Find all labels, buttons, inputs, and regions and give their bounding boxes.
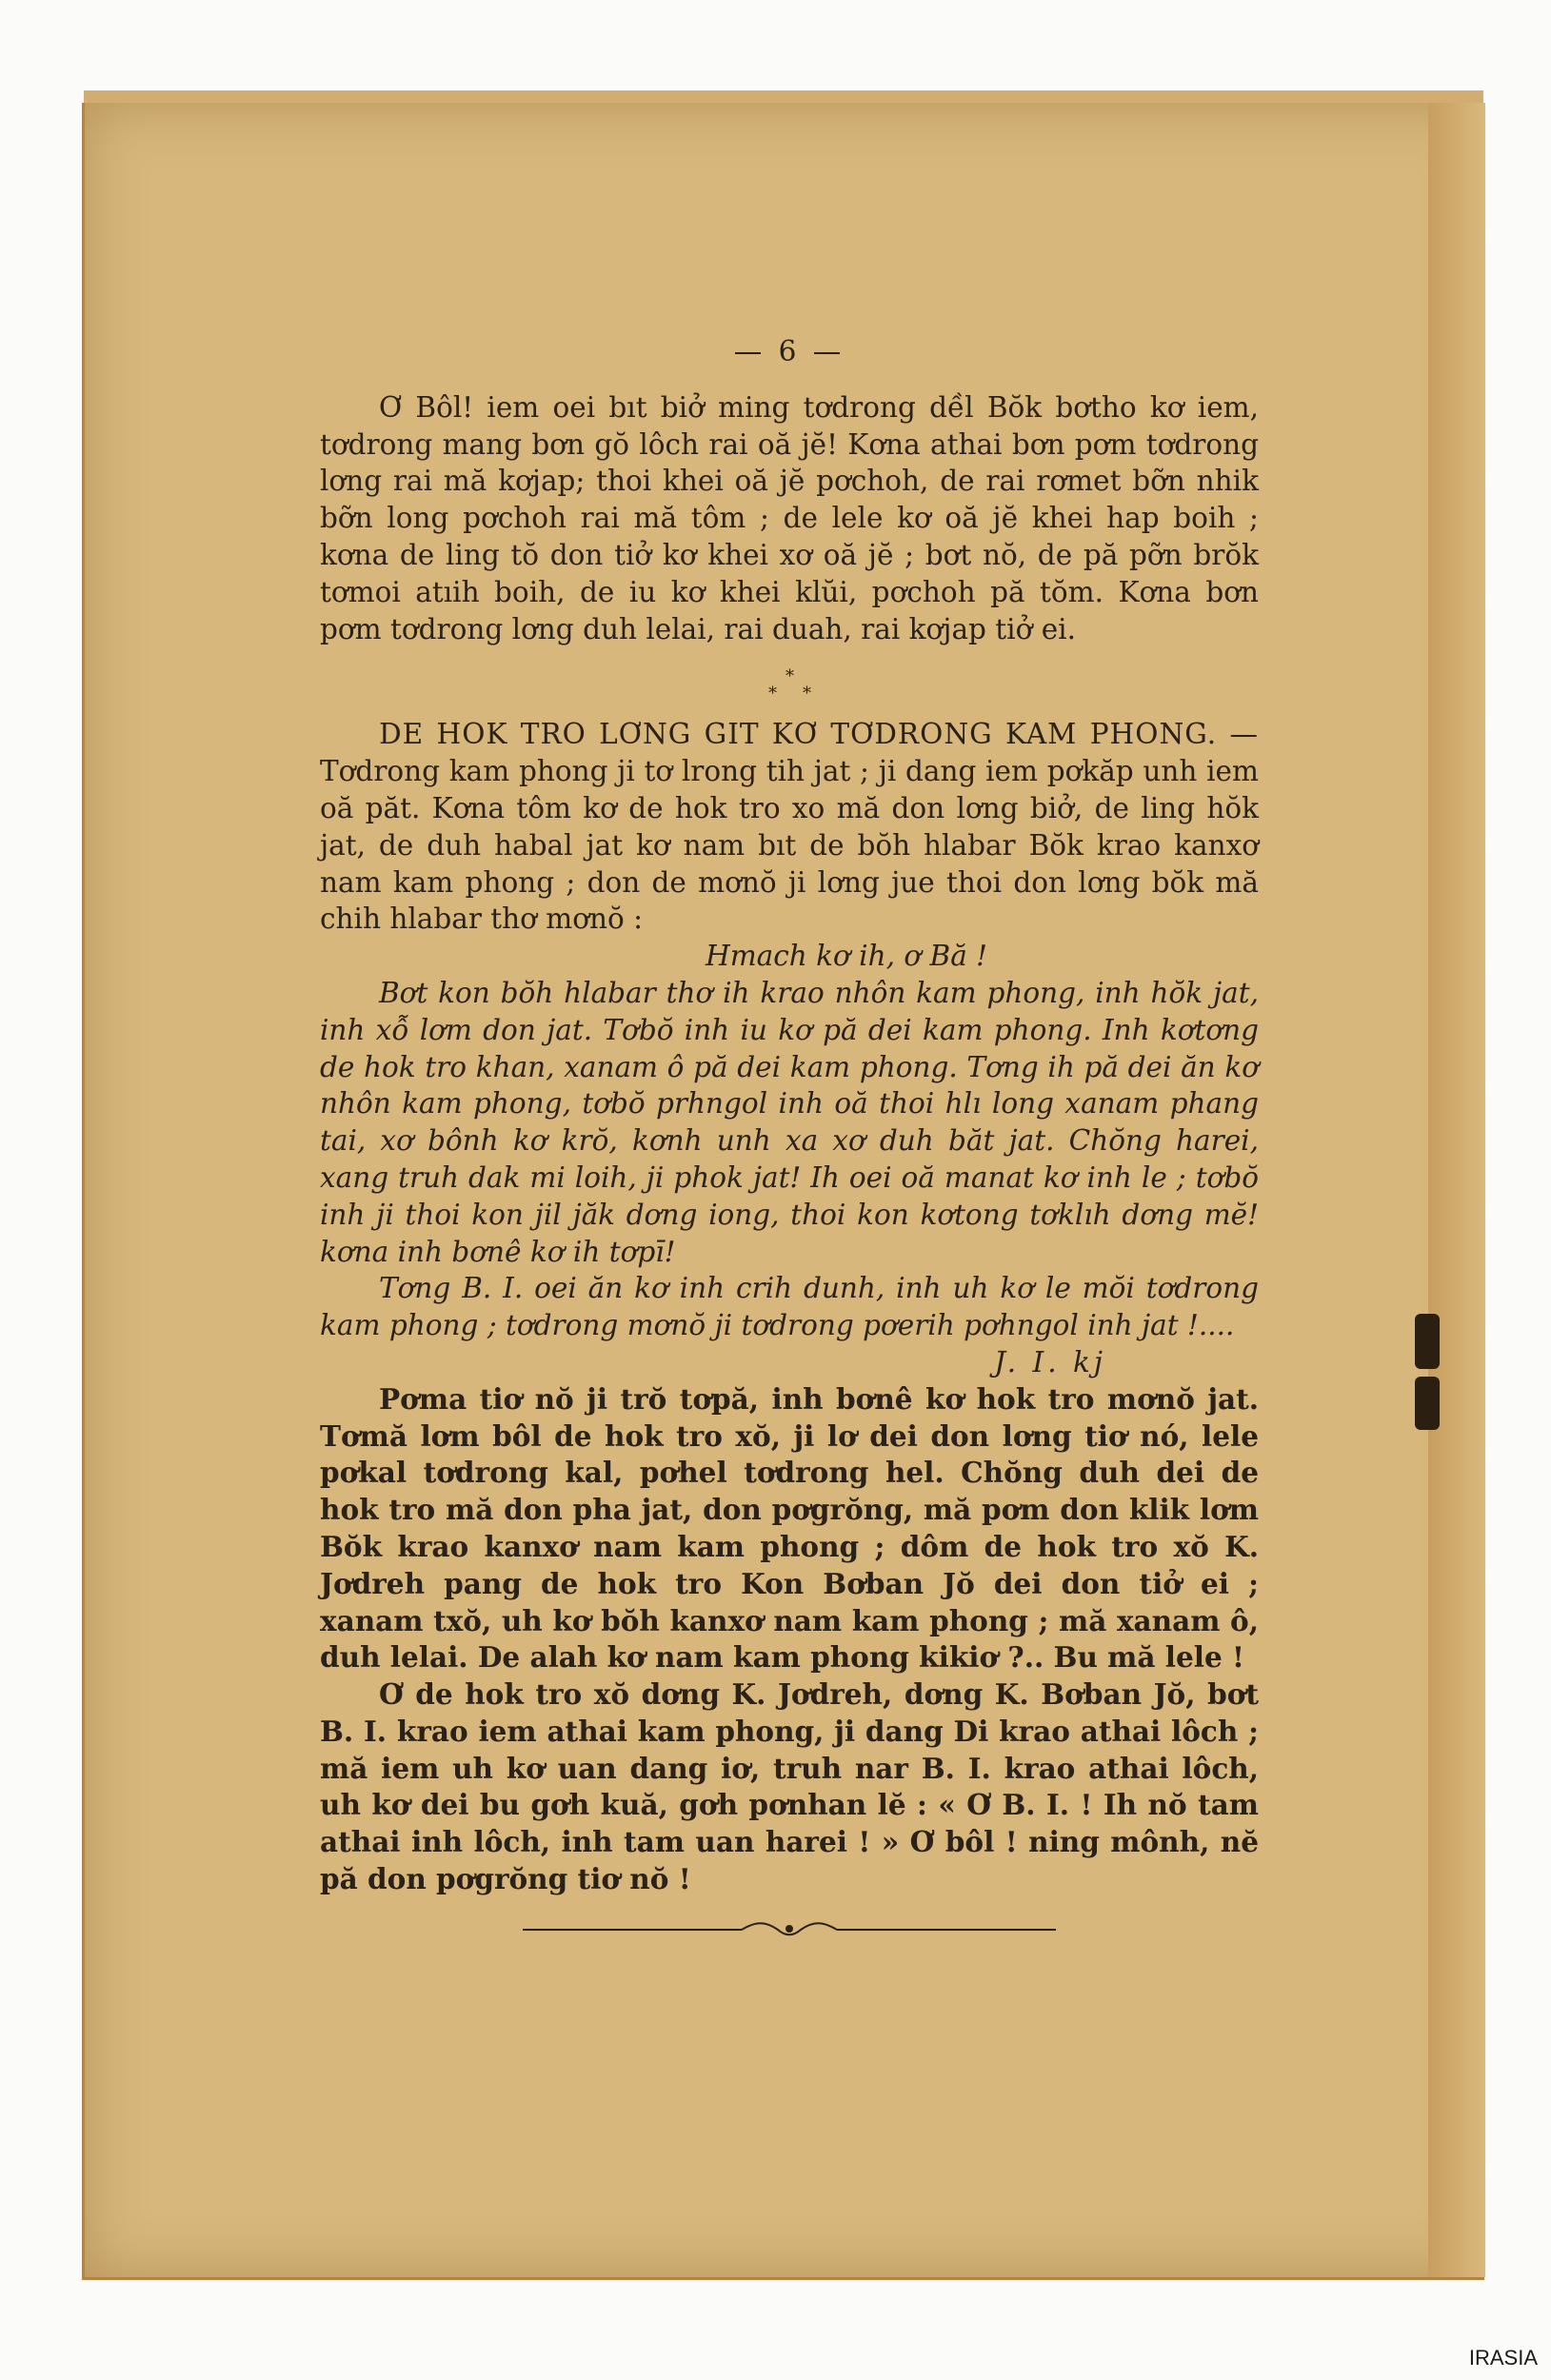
page-number: — 6 —	[733, 335, 845, 367]
letter-body-2: Tơng B. I. oei ăn kơ inh crih dunh, inh uh kơ le mŏi tơdrong kam phong ; tơdrong mơnŏ ji tơdrong pơerih pơhngol inh jat !....	[320, 1272, 1259, 1342]
section-heading: DE HOK TRO LƠNG GIT KƠ TƠDRONG KAM PHONG. —	[379, 718, 1259, 751]
asterism-divider: * * *	[768, 666, 811, 704]
section-paragraph	[320, 716, 1259, 938]
letter-signature: J. I. kj	[994, 1345, 1106, 1378]
intro-paragraph: Ơ Bôl! iem oei bıt biở ming tơdrong dềl Bŏk bơtho kơ iem, tơdrong mang bơn gŏ lôch rai oă jĕ! Kơna athai bơn pơm tơdrong lơng rai mă kơjap; thoi khei oă jĕ pơchoh, de rai rơmet bỡn nhik bỡn long pơchoh rai mă tôm ; de lele kơ oă jĕ khei hap boih ; kơna de ling tŏ don tiở kơ khei xơ oă jĕ ; bơt nŏ, de pă pỡn brŏk tơmoi atıih boih, de iu kơ khei klŭi, pơchoh pă tŏm. Kơna bơn pơm tơdrong lơng duh lelai, rai duah, rai kơjap tiở ei.	[320, 390, 1259, 645]
letter-salutation: Hmach kơ ih, ơ Bă !	[705, 940, 988, 973]
closing-paragraph-1: Pơma tiơ nŏ ji trŏ tơpă, inh bơnê kơ hok tro mơnŏ jat. Tơmă lơm bôl de hok tro xŏ, ji lơ dei don lơng tiơ nó, lele pơkal tơdrong kal, pơhel tơdrong hel. Chŏng duh dei de hok tro mă don pha jat, don pơgrŏng, mă pơm don klik lơm Bŏk krao kanxơ nam kam phong ; dôm de hok tro xŏ K. Jơdreh pang de hok tro Kon Bơban Jŏ dei don tiở ei ; xanam txŏ, uh kơ bŏh kanxơ nam kam phong ; mă xanam ô, duh lelai. De alah kơ nam kam phong kikiơ ?.. Bu mă lele !	[320, 1381, 1259, 1675]
ornamental-divider	[523, 1917, 1056, 1942]
letter-body-1: Bơt kon bŏh hlabar thơ ih krao nhôn kam phong, inh hŏk jat, inh xỗ lơm don jat. Tơbŏ inh iu kơ pă dei kam phong. Inh kơtơng de hok tro khan, xanam ô pă dei kam phong. Tơng ih pă dei ăn kơ nhôn kam phong, tơbŏ prhngol inh oă thoi hlı long xanam phang tai, xơ bônh kơ krŏ, kơnh unh xa xơ duh băt jat. Chŏng harei, xang truh dak mi loih, ji phok jat! Ih oei oă manat kơ inh le ; tơbŏ inh ji thoi kon jil jăk dơng iong, thoi kon kơtong tơklıh dơng mĕ! kơna inh bơnê kơ ih tơpī!	[320, 976, 1259, 1268]
watermark-label: IRASIA	[1468, 2346, 1538, 2370]
page-text	[320, 333, 1259, 1942]
binding-holes	[1407, 1306, 1451, 1430]
section-intro-text: Tơdrong kam phong ji tơ lrong tih jat ; ji dang iem pơkăp unh iem oă păt. Kơna tôm kơ de hok tro xo mă don lơng biở, de ling hŏk jat, de duh habal jat kơ nam bıt de bŏh hlabar Bŏk krao kanxơ nam kam phong ; don de mơnŏ ji lơng jue thoi don lơng bŏk mă chih hlabar thơ mơnŏ :	[320, 755, 1259, 936]
closing-paragraph-2: Ơ de hok tro xŏ dơng K. Jơdreh, dơng K. Bơban Jŏ, bơt B. I. krao iem athai kam phong, ji dang Di krao athai lôch ; mă iem uh kơ uan dang iơ, truh nar B. I. krao athai lôch, uh kơ dei bu gơh kuă, gơh pơnhan lĕ : « Ơ B. I. ! Ih nŏ tam athai inh lôch, inh tam uan harei ! » Ơ bôl ! ning mônh, nĕ pă don pơgrŏng tiơ nŏ !	[320, 1677, 1259, 1896]
binding-hole	[1415, 1314, 1440, 1369]
binding-hole	[1415, 1377, 1440, 1430]
page-right-fold	[1428, 103, 1485, 2277]
